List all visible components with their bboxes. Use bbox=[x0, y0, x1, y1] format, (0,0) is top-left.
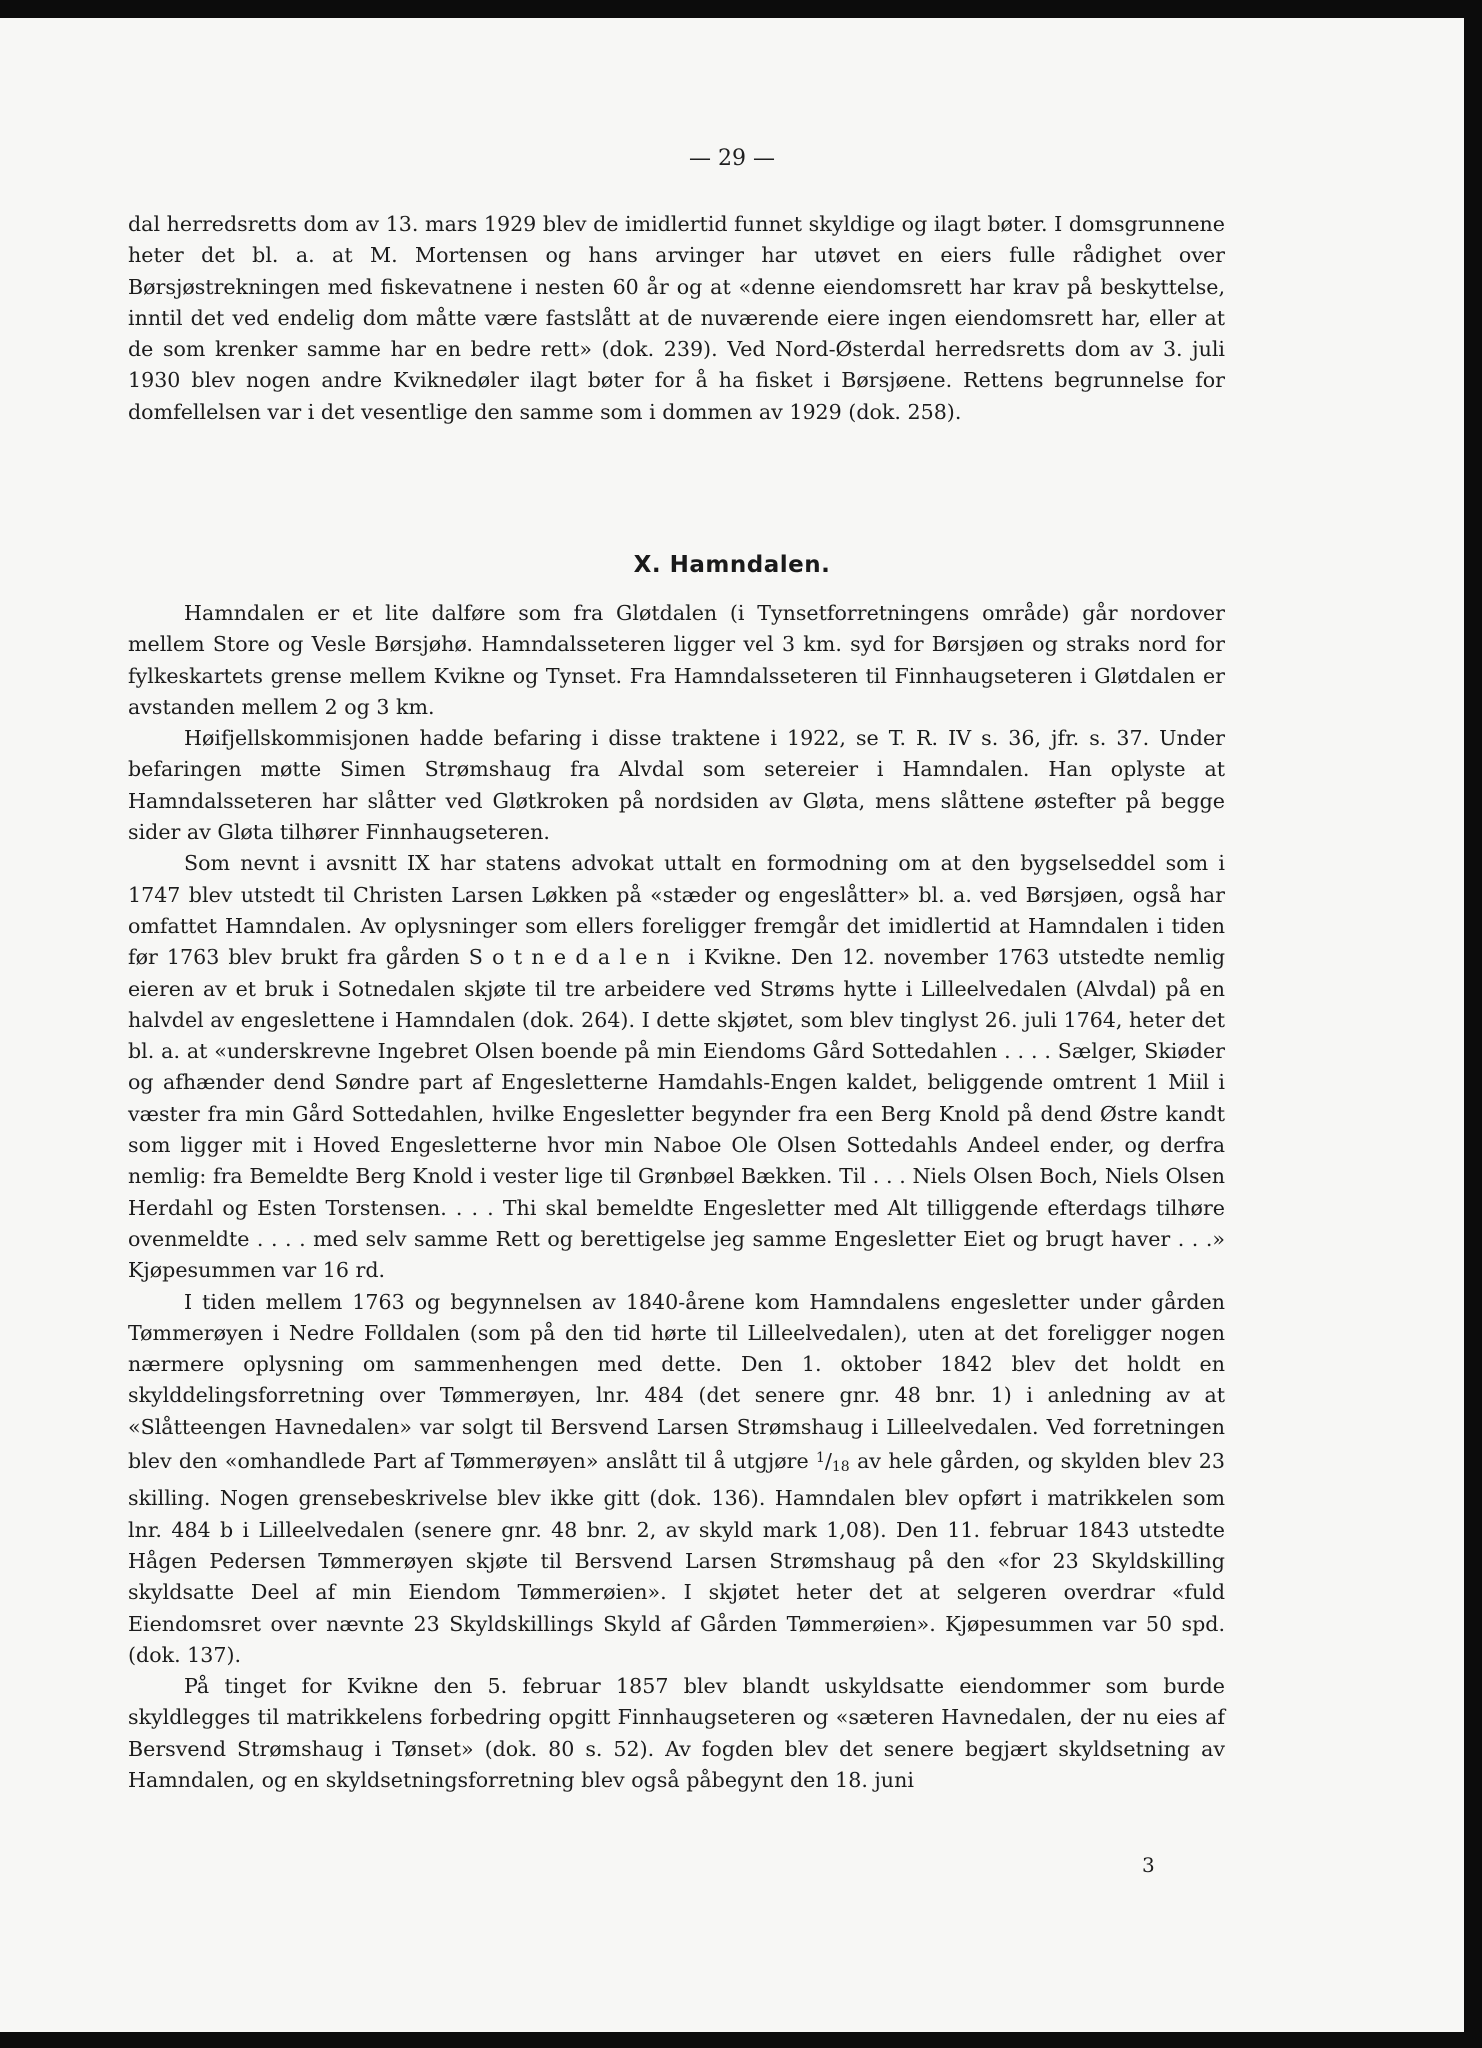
paragraph-1: Hamndalen er et lite dalføre som fra Gløtdalen (i Tynsetforretningens område) går nordover mellem Store og Vesle Børsjøhø. Hamndalsseteren ligger vel 3 km. syd for Børsjøen og straks nord for fylkeskartets grense mellem Kvikne og Tynset. Fra Hamndalsseteren til Finnhaugseteren i Gløtdalen er avstanden mellem 2 og 3 km. bbox=[128, 601, 1225, 719]
fraction-denominator: 18 bbox=[831, 1459, 850, 1476]
fraction-numerator: 1 bbox=[816, 1450, 825, 1467]
paragraph-3-part-b: i Kvikne. Den 12. november 1763 utstedte nemlig eieren av et bruk i Sotnedalen skjøte til tre arbeidere ved Strøms hytte i Lilleelvedalen (Alvdal) på en halvdel av engeslettene i Hamndalen (dok. 264). I dette skjøtet, som blev tinglyst 26. juli 1764, heter det bl. a. at «underskrevne Ingebret Olsen boende på min Eiendoms Gård Sottedahlen . . . . Sælger, Skiøder og afhænder dend Søndre part af Engesletterne Hamdahls-Engen kaldet, beliggende omtrent 1 Miil i væster fra min Gård Sottedahlen, hvilke Engesletter begynder fra een Berg Knold på dend Østre kandt som ligger mit i Hoved Engesletterne hvor min Naboe Ole Olsen Sottedahls Andeel ender, og derfra nemlig: fra Bemeldte Berg Knold i vester lige til Grønbøel Bækken. Til . . . Niels Olsen Boch, Niels Olsen Herdahl og Esten Torstensen. . . . Thi skal bemeldte Engesletter med Alt tilliggende efterdags tilhøre ovenmeldte . . . . med selv samme Rett og berettigelse jeg samme Engesletter Eiet og brugt haver . . .» Kjøpesummen var 16 rd. bbox=[128, 945, 1226, 1283]
paragraph-4-part-b: av hele gården, og skylden blev 23 skilling. Nogen grensebeskrivelse blev ikke gitt (dok. 136). Hamndalen blev opført i matrikkelen som lnr. 484 b i Lilleelvedalen (senere gnr. 48 bnr. 2, av skyld mark 1,08). Den 11. februar 1843 utstedte Hågen Pedersen Tømmerøyen skjøte til Bersvend Larsen Strømshaug på den «for 23 Skyldskilling skyldsatte Deel af min Eiendom Tømmerøien». I skjøtet heter det at selgeren overdrar «fuld Eiendomsret over nævnte 23 Skyldskillings Skyld af Gården Tømmerøien». Kjøpesummen var 50 spd. (dok. 137). bbox=[128, 1449, 1225, 1667]
paragraph-4: I tiden mellem 1763 og begynnelsen av 1840-årene kom Hamndalens engesletter under gården Tømmerøyen i Nedre Folldalen (som på den tid hørte til Lilleelvedalen), uten at det foreligger nogen nærmere oplysning om sammenhengen med dette. Den 1. oktober 1842 blev det holdt en skylddelingsforretning over Tømmerøyen, lnr. 484 (det senere gnr. 48 bnr. 1) i anledning av at «Slåtteengen Havnedalen» var solgt til Bersvend Larsen Strømshaug i Lilleelvedalen. Ved forretningen blev den «omhandlede Part af Tømmerøyen» anslått til å utgjøre $^1/_{18}$ av hele gården, og skylden blev 23 skilling. Nogen grensebeskrivelse blev ikke gitt (dok. 136). Hamndalen blev opført i matrikkelen som lnr. 484 b i Lilleelvedalen (senere gnr. 48 bnr. 2, av skyld mark 1,08). Den 11. februar 1843 utstedte Hågen Pedersen Tømmerøyen skjøte til Bersvend Larsen Strømshaug på den «for 23 Skyldskilling skyldsatte Deel af min Eiendom Tømmerøien». I skjøtet heter det at selgeren overdrar «fuld Eiendomsret over nævnte 23 Skyldskillings Skyld af Gården Tømmerøien». Kjøpesummen var 50 spd. (dok. 137). bbox=[128, 1289, 1225, 1667]
paragraph-3 bbox=[128, 848, 1225, 1286]
spaced-place-name: Sotnedalen bbox=[468, 945, 680, 970]
intro-paragraph: dal herredsretts dom av 13. mars 1929 blev de imidlertid funnet skyldige og ilagt bøter. I domsgrunnene heter det bl. a. at M. Mortensen og hans arvinger har utøvet en eiers fulle rådighet over Børsjøstrekningen med fiskevatnene i nesten 60 år og at «denne eiendomsrett har krav på beskyttelse, inntil det ved endelig dom måtte være fastslått at de nuværende eiere ingen eiendomsrett har, eller at de som krenker samme har en bedre rett» (dok. 239). Ved Nord-Østerdal herredsretts dom av 3. juli 1930 blev nogen andre Kviknedøler ilagt bøter for å ha fisket i Børsjøene. Rettens begrunnelse for domfellelsen var i det vesentlige den samme som i dommen av 1929 (dok. 258). bbox=[128, 212, 1225, 424]
section-heading: X. Hamndalen. bbox=[633, 552, 831, 578]
paragraph-4-part-a: I tiden mellem 1763 og begynnelsen av 1840-årene kom Hamndalens engesletter under gården Tømmerøyen i Nedre Folldalen (som på den tid hørte til Lilleelvedalen), uten at det foreligger nogen nærmere oplysning om sammenhengen med dette. Den 1. oktober 1842 blev det holdt en skylddelingsforretning over Tømmerøyen, lnr. 484 (det senere gnr. 48 bnr. 1) i anledning av at «Slåtteengen Havnedalen» var solgt til Bersvend Larsen Strømshaug i Lilleelvedalen. Ved forretningen blev den «omhandlede Part af Tømmerøyen» anslått til å utgjøre bbox=[128, 1289, 1225, 1474]
document-page bbox=[0, 18, 1464, 2032]
paragraph-3-part-a: Som nevnt i avsnitt IX har statens advokat uttalt en formodning om at den bygselseddel som i 1747 blev utstedt til Christen Larsen Løkken på «stæder og engeslåtter» bl. a. ved Børsjøen, også har omfattet Hamndalen. Av oplysninger som ellers foreligger fremgår det imidlertid at Hamndalen i tiden før 1763 blev brukt fra gården bbox=[128, 851, 1225, 970]
paragraph-5: På tinget for Kvikne den 5. februar 1857 blev blandt uskyldsatte eiendommer som burde skyldlegges til matrikkelens forbedring opgitt Finnhaugseteren og «sæteren Havnedalen, der nu eies af Bersvend Strømshaug i Tønset» (dok. 80 s. 52). Av fogden blev det senere begjært skyldsetning av Hamndalen, og en skyldsetningsforretning blev også påbegynt den 18. juni bbox=[128, 1674, 1225, 1792]
page-number-footer: 3 bbox=[1142, 1853, 1155, 1877]
page-number-header: — 29 — bbox=[689, 146, 775, 171]
intro-text-block bbox=[128, 209, 1225, 428]
paragraph-2: Høifjellskommisjonen hadde befaring i disse traktene i 1922, se T. R. IV s. 36, jfr. s. 37. Under befaringen møtte Simen Strømshaug fra Alvdal som setereier i Hamndalen. Han oplyste at Hamndalsseteren har slåtter ved Gløtkroken på nordsiden av Gløta, mens slåttene østefter på begge sider av Gløta tilhører Finnhaugseteren. bbox=[128, 726, 1225, 845]
section-text-block bbox=[128, 598, 1225, 1796]
